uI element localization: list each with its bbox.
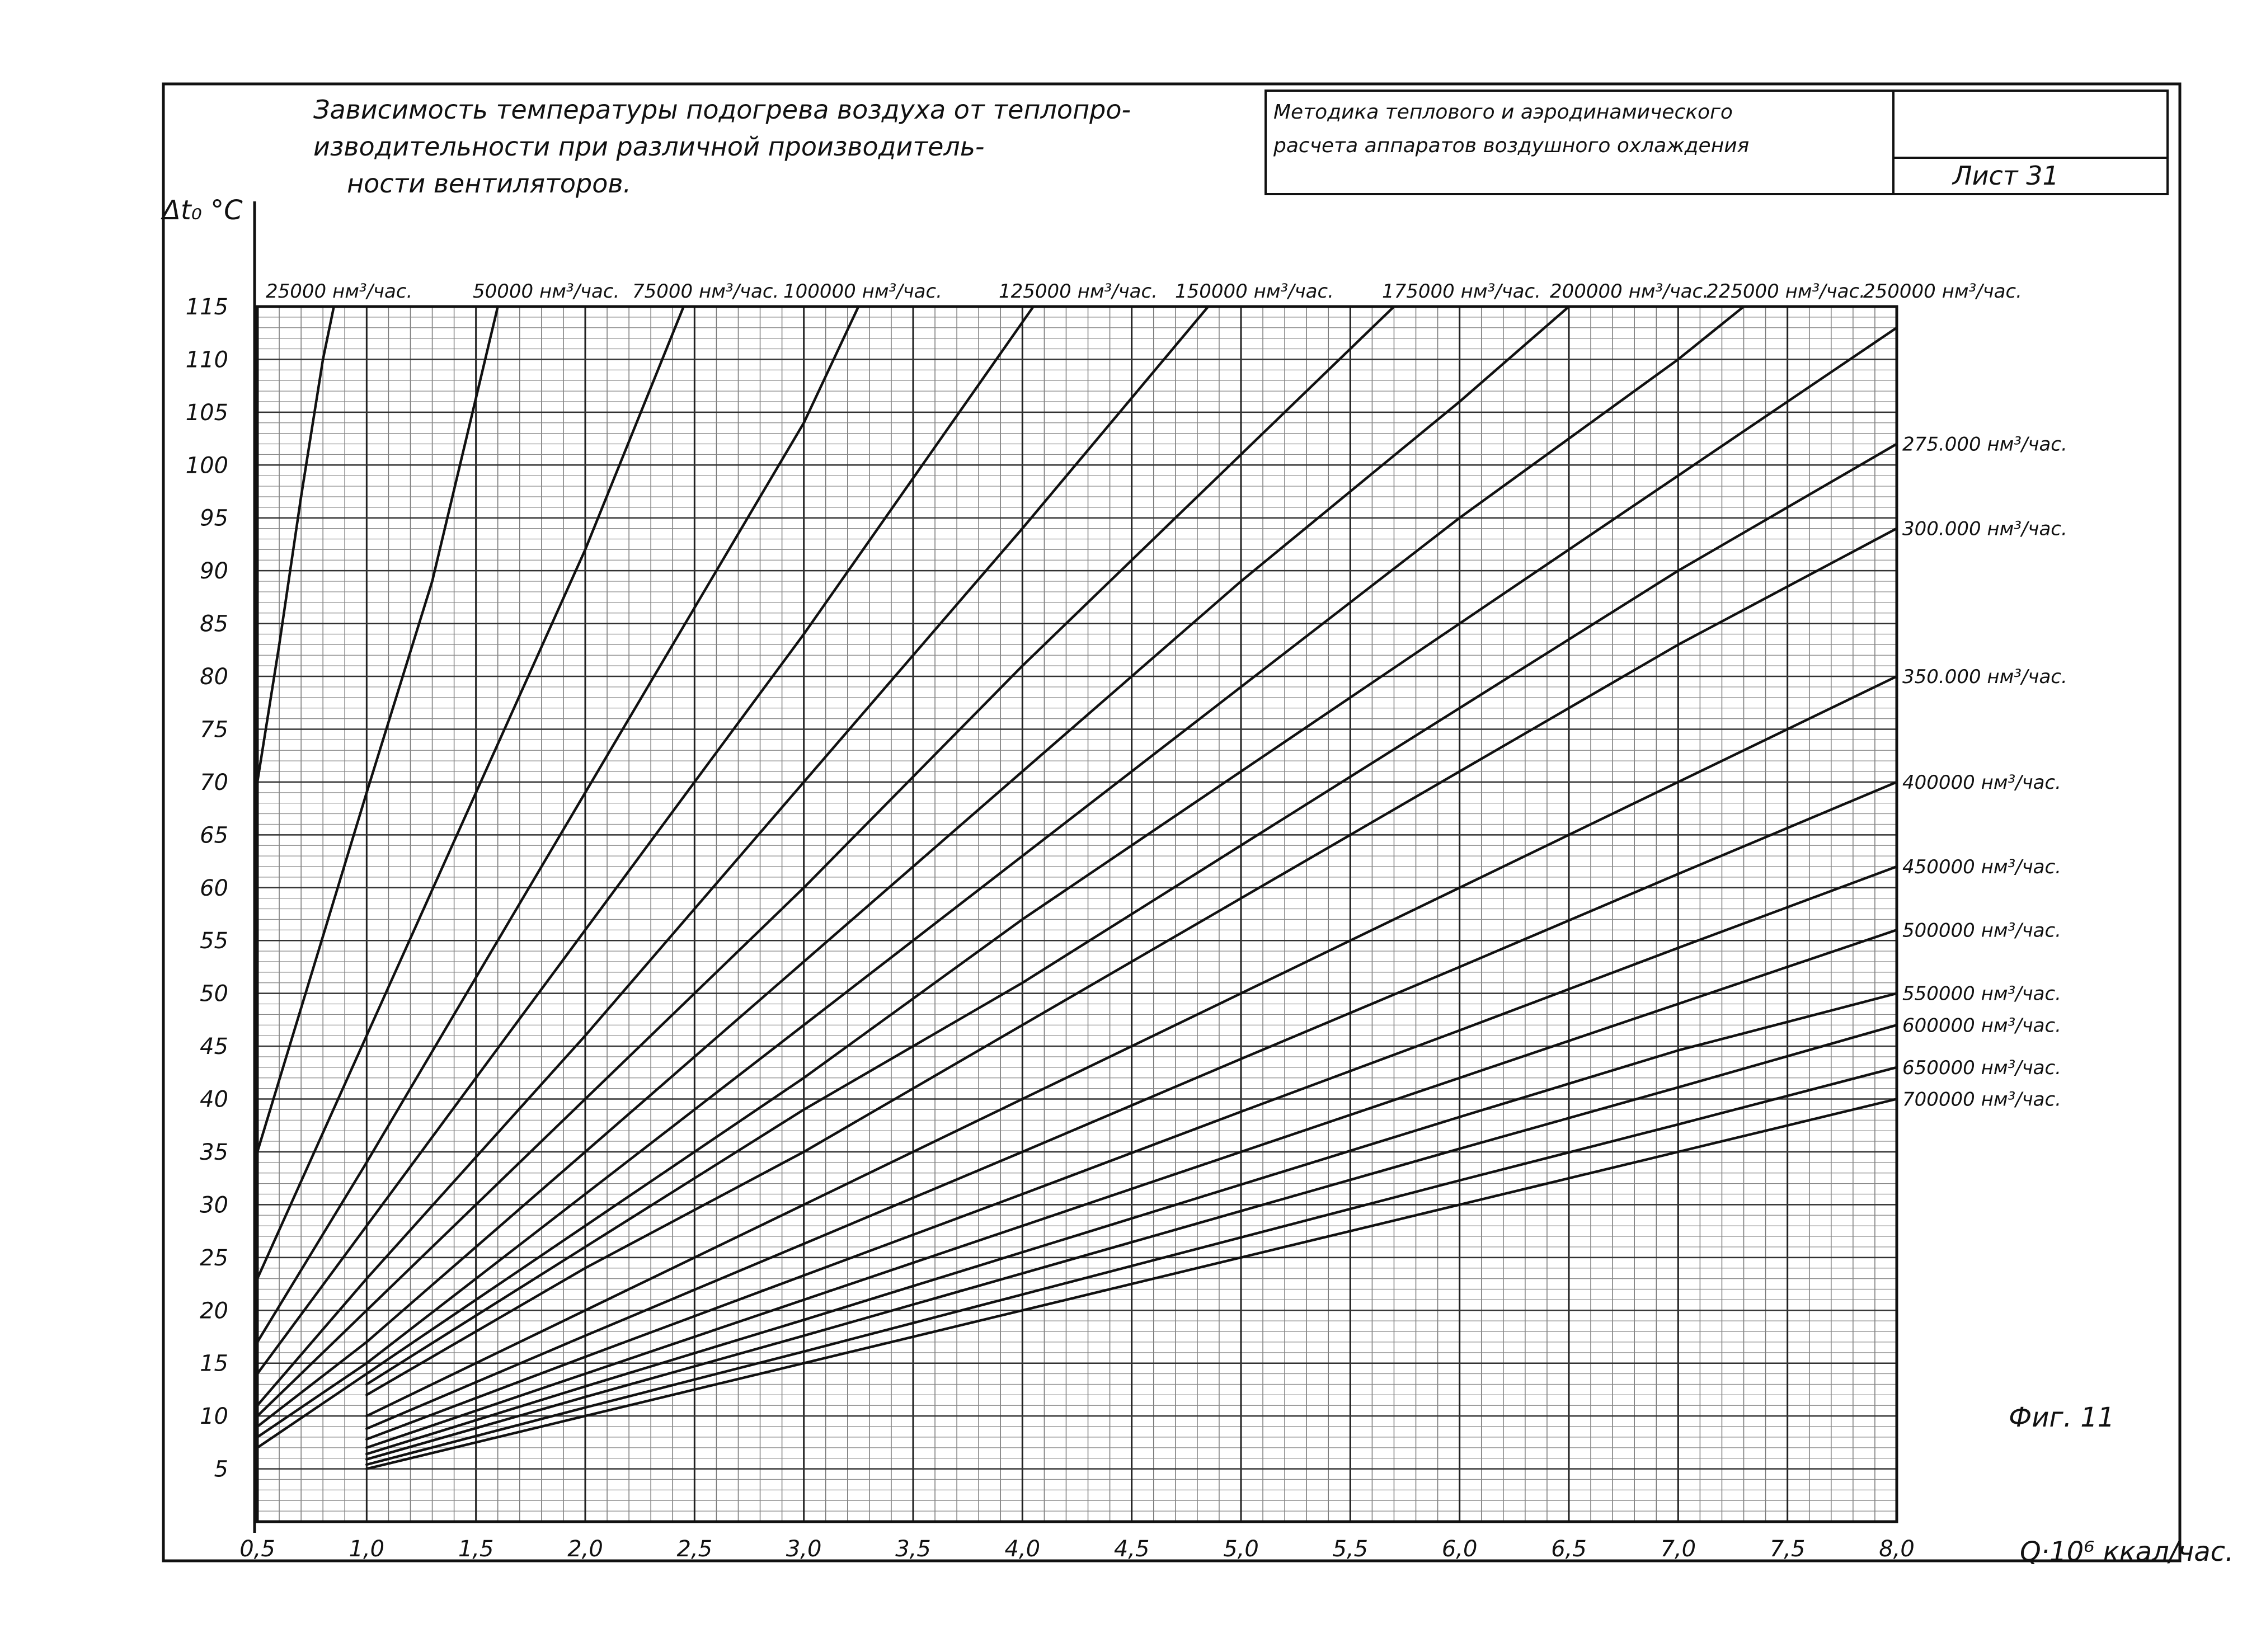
series-label: 550000 нм³/час. (1902, 982, 2061, 1005)
series-label: 250000 нм³/час. (1863, 280, 2022, 303)
x-tick-label: 4,0 (1004, 1536, 1041, 1562)
y-tick-label: 115 (185, 294, 228, 320)
series-label: 225000 нм³/час. (1707, 280, 1865, 303)
y-tick-label: 50 (200, 981, 228, 1007)
x-tick-label: 3,5 (895, 1536, 931, 1562)
series-label: 175000 нм³/час. (1382, 280, 1541, 303)
x-tick-label: 2,5 (676, 1536, 713, 1562)
x-tick-label: 0,5 (239, 1536, 275, 1562)
y-tick-label: 110 (185, 347, 228, 373)
series-label: 400000 нм³/час. (1902, 771, 2061, 794)
y-tick-label: 35 (200, 1139, 228, 1165)
series-label: 600000 нм³/час. (1902, 1014, 2061, 1037)
x-tick-label: 5,0 (1223, 1536, 1259, 1562)
y-tick-label: 25 (200, 1245, 228, 1271)
x-tick-label: 3,0 (786, 1536, 822, 1562)
x-tick-label: 8,0 (1879, 1536, 1915, 1562)
x-tick-label: 6,5 (1551, 1536, 1587, 1562)
y-tick-label: 85 (200, 611, 228, 637)
y-tick-label: 45 (200, 1034, 228, 1060)
x-tick-label: 1,0 (349, 1536, 385, 1562)
y-tick-label: 40 (200, 1086, 228, 1113)
x-tick-label: 6,0 (1441, 1536, 1478, 1562)
method-line-1: Методика теплового и аэродинамического (1273, 101, 1733, 124)
y-tick-label: 15 (200, 1350, 228, 1377)
series-label: 450000 нм³/час. (1902, 856, 2061, 879)
y-tick-label: 80 (200, 664, 228, 690)
y-axis-title: Δt₀ °C (162, 195, 243, 226)
y-tick-label: 95 (200, 505, 228, 531)
series-label: 200000 нм³/час. (1550, 280, 1709, 303)
x-tick-label: 7,0 (1660, 1536, 1696, 1562)
x-tick-label: 2,0 (567, 1536, 603, 1562)
y-tick-label: 60 (200, 875, 228, 901)
method-line-2: расчета аппаратов воздушного охлаждения (1273, 134, 1750, 157)
series-label: 25000 нм³/час. (266, 280, 413, 303)
y-tick-label: 65 (200, 822, 228, 849)
x-tick-label: 1,5 (458, 1536, 494, 1562)
y-tick-label: 100 (185, 453, 228, 479)
y-tick-label: 10 (200, 1404, 228, 1430)
series-label: 350.000 нм³/час. (1902, 666, 2067, 689)
y-tick-label: 30 (200, 1192, 228, 1218)
series-label: 125000 нм³/час. (999, 280, 1158, 303)
y-tick-label: 70 (200, 769, 228, 796)
x-tick-label: 5,5 (1332, 1536, 1369, 1562)
y-tick-label: 5 (214, 1456, 228, 1482)
series-label: 500000 нм³/час. (1902, 919, 2061, 942)
series-label: 50000 нм³/час. (473, 280, 620, 303)
sheet-number: Лист 31 (1953, 161, 2059, 191)
series-label: 100000 нм³/час. (783, 280, 942, 303)
y-tick-label: 105 (185, 399, 228, 426)
series-label: 275.000 нм³/час. (1902, 433, 2067, 456)
title-line-2: изводительности при различной производитель- (313, 131, 985, 162)
x-tick-label: 7,5 (1769, 1536, 1806, 1562)
y-tick-label: 55 (200, 928, 228, 954)
series-label: 700000 нм³/час. (1902, 1088, 2061, 1111)
series-label: 75000 нм³/час. (632, 280, 779, 303)
x-tick-label: 4,5 (1113, 1536, 1150, 1562)
title-line-3: ности вентиляторов. (347, 168, 632, 199)
title-line-1: Зависимость температуры подогрева воздуха от теплопро- (313, 95, 1131, 125)
y-tick-label: 20 (200, 1298, 228, 1324)
series-label: 650000 нм³/час. (1902, 1056, 2061, 1079)
x-axis-title: Q·10⁶ ккал/час. (2020, 1536, 2234, 1568)
figure-label: Фиг. 11 (2009, 1402, 2115, 1433)
y-tick-label: 75 (200, 717, 228, 743)
series-label: 150000 нм³/час. (1175, 280, 1334, 303)
series-label: 300.000 нм³/час. (1902, 517, 2067, 540)
y-tick-label: 90 (200, 558, 228, 585)
